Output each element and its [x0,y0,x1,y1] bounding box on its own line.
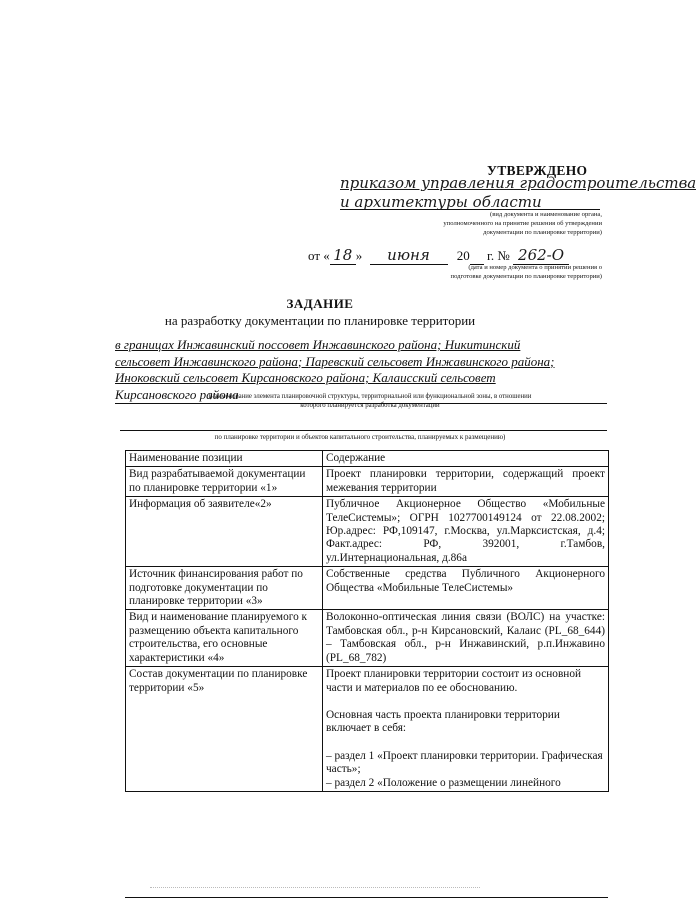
approving-authority-handwritten-line2: и архитектуры области [340,193,542,211]
table-row [126,610,609,667]
object-caption: по планировке территории и объектов капитального строительства, планируемых к размещению) [214,433,506,441]
table-row [126,667,609,792]
row-name: Информация об заявителе«2» [126,497,323,567]
row-value: Публичное Акционерное Общество «Мобильные ТелеСистемы»; ОГРН 1027700149124 от 22.08.2002; Юр.адрес: РФ,109147, г.Москва, ул.Марксистская, д.4; Факт.адрес: РФ, 392001, г.Тамбов, ул.Интернациональная, д.86а [323,497,609,567]
row-value [323,667,609,792]
authority-caption: (вид документа и наименование органа, уполномоченного на принятие решения об утверждении документации по планировке территории) [443,211,602,236]
approved-label: УТВЕРЖДЕНО [487,163,588,178]
row-value: Собственные средства Публичного Акционерного Общества «Мобильные ТелеСистемы» [323,567,609,610]
assignment-table [125,450,608,898]
scan-artifact [150,887,480,888]
blank-line [120,430,607,431]
row-name: Состав документации по планировке территории «5» [126,667,323,792]
territory-line: сельсовет Инжавинского района; Паревский сельсовет Инжавинского района; [115,353,555,369]
approving-authority-handwritten-line1: приказом управления градостроительства [340,174,696,192]
document-number: 262-О [513,246,569,265]
composition-item: – раздел 1 «Проект планировки территории. Графическая часть»; [326,749,603,776]
row-value: Проект планировки территории, содержащий проект межевания территории [323,467,609,497]
territory-line-last: Кирсановского района [115,387,607,405]
composition-paragraph: Проект планировки территории состоит из основной части и материалов по ее обоснованию. [326,668,582,694]
date-month: июня [370,246,448,265]
header-content: Содержание [323,451,609,467]
date-caption: (дата и номер документа о принятии решения о подготовке документации по планировке территории) [450,264,602,280]
territory-caption: (наименование элемента планировочной структуры, территориальной или функциональной зоны, в отношении которого планируется разработка документации [208,393,532,409]
table-header-row [126,451,609,467]
document-subtitle: на разработку документации по планировке территории [164,313,476,328]
table-row [126,497,609,567]
composition-paragraph: Основная часть проекта планировки территории включает в себя: [326,708,560,735]
row-name: Вид разрабатываемой документации по планировке территории «1» [126,467,323,497]
document-title: ЗАДАНИЕ [286,296,354,311]
table-row [126,567,609,610]
date-day: 18 [330,246,356,265]
territory-line: в границах Инжавинский поссовет Инжавинского района; Никитинский [115,337,521,352]
row-name: Вид и наименование планируемого к размещению объекта капитального строительства, его основные характеристики «4» [126,610,323,667]
approval-date-row: от « 18 » июня 20 г. № 262-О [308,246,608,265]
territory-line: Иноковский сельсовет Кирсановского района; Калаисский сельсовет [115,370,496,385]
row-value: Волоконно-оптическая линия связи (ВОЛС) на участке: Тамбовская обл., р-н Кирсановский, Калаис (PL_68_644) – Тамбовская обл., р-н Инжавинский, р.п.Инжавино (PL_68_782) [323,610,609,667]
composition-item: – раздел 2 «Положение о размещении линейного [326,776,561,789]
header-position-name: Наименование позиции [126,451,323,467]
row-name: Источник финансирования работ по подготовке документации по планировке территории «3» [126,567,323,610]
table-row [126,467,609,497]
